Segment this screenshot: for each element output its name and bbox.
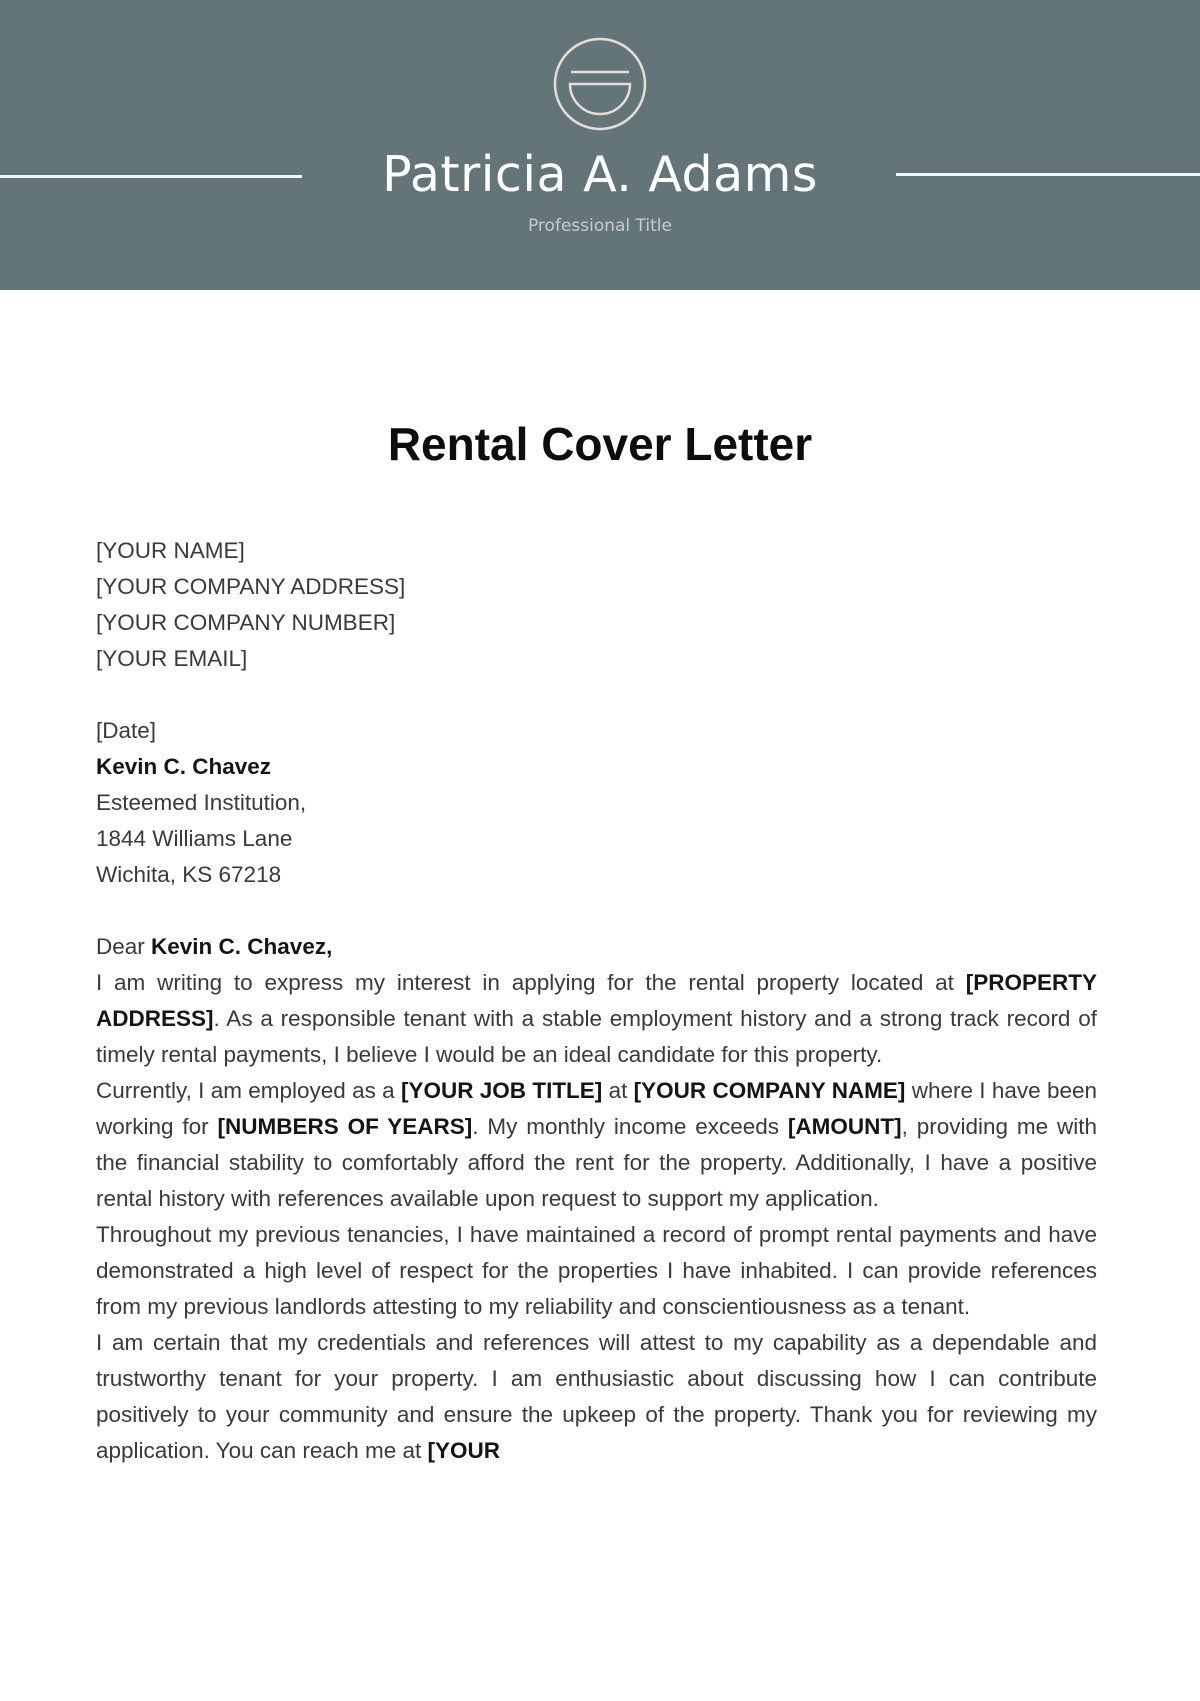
recipient-city: Wichita, KS 67218: [96, 862, 282, 887]
recipient-block: [96, 713, 1097, 893]
letterhead-header: [0, 0, 1200, 290]
placeholder-company-name: [YOUR COMPANY NAME]: [633, 1078, 906, 1103]
placeholder-job-title: [YOUR JOB TITLE]: [400, 1078, 603, 1103]
text-span: I am writing to express my interest in applying for the rental property located at: [96, 970, 966, 995]
sender-email: [YOUR EMAIL]: [96, 646, 248, 671]
author-name: Patricia A. Adams: [382, 146, 818, 203]
text-span: . My monthly income exceeds: [472, 1114, 788, 1139]
letter-date: [Date]: [96, 718, 157, 743]
placeholder-contact: [YOUR: [427, 1438, 500, 1463]
text-span: where I have been working for: [96, 1078, 1097, 1139]
text-span: . As a responsible tenant with a stable employment history and a strong track record of timely rental payments, I believe I would be an ideal candidate for this property.: [96, 1006, 1097, 1067]
recipient-street: 1844 Williams Lane: [96, 826, 293, 851]
text-span: Currently, I am employed as a: [96, 1078, 401, 1103]
placeholder-years: [NUMBERS OF YEARS]: [217, 1114, 473, 1139]
paragraph-1: [96, 965, 1097, 1073]
placeholder-amount: [AMOUNT]: [787, 1114, 902, 1139]
recipient-institution: Esteemed Institution,: [96, 790, 307, 815]
sender-name: [YOUR NAME]: [96, 538, 245, 563]
paragraph-4: [96, 1325, 1097, 1469]
sender-company-address: [YOUR COMPANY ADDRESS]: [96, 574, 406, 599]
text-span: Throughout my previous tenancies, I have maintained a record of prompt rental payments and have demonstrated a high level of respect for the properties I have inhabited. I can provide references from my previous landlords attesting to my reliability and conscientiousness as a tenant.: [96, 1222, 1097, 1319]
professional-title: Professional Title: [527, 216, 672, 236]
sender-block: [96, 533, 1097, 677]
page-title: Rental Cover Letter: [387, 418, 813, 470]
salutation: [96, 929, 1097, 965]
text-span: I am certain that my credentials and references will attest to my capability as a dependable and trustworthy tenant for your property. I am enthusiastic about discussing how I can contribute positively to your community and ensure the upkeep of the property. Thank you for reviewing my application. You can reach me at: [96, 1330, 1097, 1463]
letter-body: [96, 533, 1097, 1469]
salutation-name: Kevin C. Chavez,: [151, 934, 333, 959]
text-span: , providing me with the financial stability to comfortably afford the rent for the property. Additionally, I have a positive rental history with references available upon request to support my application.: [96, 1114, 1097, 1211]
text-span: at: [602, 1078, 634, 1103]
salutation-prefix: Dear: [96, 934, 152, 959]
paragraph-2: [96, 1073, 1097, 1217]
recipient-name: Kevin C. Chavez: [96, 754, 272, 779]
sender-company-number: [YOUR COMPANY NUMBER]: [96, 610, 396, 635]
circle-bowl-logo-icon: [553, 37, 647, 131]
placeholder-property-address: [PROPERTY ADDRESS]: [96, 970, 1097, 1031]
paragraph-3: [96, 1217, 1097, 1325]
